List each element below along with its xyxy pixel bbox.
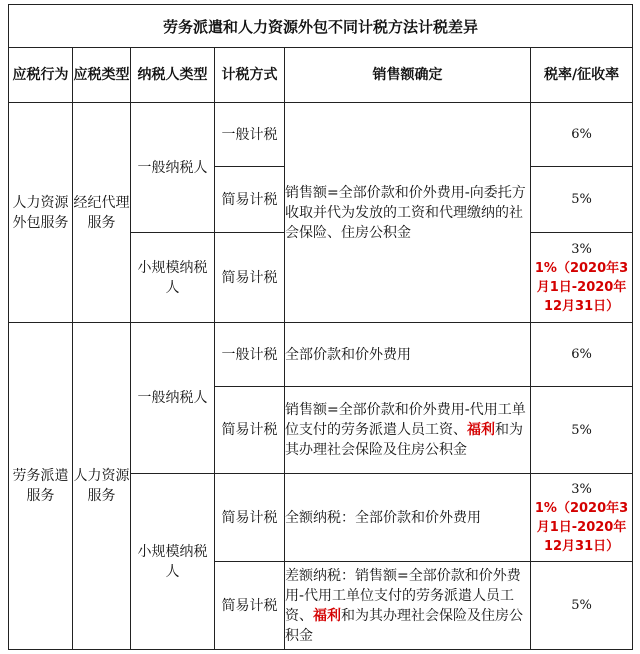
table-title: 劳务派遣和人力资源外包不同计税方法计税差异 xyxy=(9,5,633,48)
outsourcing-rate-general: 6% xyxy=(531,103,633,167)
dispatch-rate-simple: 5% xyxy=(531,387,633,474)
dispatch-desc-simple-part2: 和为其办理社会保险及住房公积金 xyxy=(285,422,523,458)
dispatch-desc-simple xyxy=(285,387,531,474)
dispatch-behavior: 劳务派遣服务 xyxy=(9,323,73,650)
outsourcing-rate-simple: 5% xyxy=(531,167,633,233)
header-tax-type: 应税类型 xyxy=(73,48,131,103)
dispatch-desc-general: 全部价款和价外费用 xyxy=(285,323,531,387)
dispatch-method-simple-2: 简易计税 xyxy=(215,474,285,562)
dispatch-desc-simple-part1: 销售额=全部价款和价外费用-代用工单位支付的劳务派遣人员工资、 xyxy=(285,402,526,438)
header-taxpayer-type: 纳税人类型 xyxy=(131,48,215,103)
outsourcing-behavior: 人力资源外包服务 xyxy=(9,103,73,323)
outsourcing-general-taxpayer: 一般纳税人 xyxy=(131,103,215,233)
outsourcing-rate-small xyxy=(531,233,633,323)
dispatch-method-general: 一般计税 xyxy=(215,323,285,387)
outsourcing-rate-small-note: 1%（2020年3月1日-2020年12月31日） xyxy=(534,260,629,314)
outsourcing-small-taxpayer: 小规模纳税人 xyxy=(131,233,215,323)
outsourcing-type: 经纪代理服务 xyxy=(73,103,131,323)
header-tax-rate: 税率/征收率 xyxy=(531,48,633,103)
header-tax-behavior: 应税行为 xyxy=(9,48,73,103)
dispatch-rate-general: 6% xyxy=(531,323,633,387)
dispatch-desc-small-full: 全额纳税：全部价款和价外费用 xyxy=(285,474,531,562)
dispatch-small-taxpayer: 小规模纳税人 xyxy=(131,474,215,650)
dispatch-desc-small-diff-part2: 和为其办理社会保险及住房公积金 xyxy=(285,607,523,644)
tax-comparison-table xyxy=(8,4,633,650)
dispatch-method-simple-3: 简易计税 xyxy=(215,562,285,650)
dispatch-rate-small-note: 1%（2020年3月1日-2020年12月31日） xyxy=(534,500,629,554)
dispatch-rate-small-base: 3% xyxy=(571,481,592,497)
dispatch-general-taxpayer: 一般纳税人 xyxy=(131,323,215,474)
dispatch-desc-small-diff-highlight: 福利 xyxy=(313,607,341,624)
dispatch-desc-small-diff-part1: 差额纳税：销售额=全部价款和价外费用-代用工单位支付的劳务派遣人员工资、 xyxy=(285,567,521,624)
dispatch-desc-simple-highlight: 福利 xyxy=(467,422,495,438)
header-sales-determination: 销售额确定 xyxy=(285,48,531,103)
outsourcing-method-general: 一般计税 xyxy=(215,103,285,167)
dispatch-type: 人力资源服务 xyxy=(73,323,131,650)
outsourcing-sales-desc: 销售额=全部价款和价外费用-向委托方收取并代为发放的工资和代理缴纳的社会保险、住房公积金 xyxy=(285,103,531,323)
header-tax-method: 计税方式 xyxy=(215,48,285,103)
dispatch-rate-small xyxy=(531,474,633,562)
outsourcing-method-simple: 简易计税 xyxy=(215,167,285,233)
outsourcing-rate-small-base: 3% xyxy=(571,241,592,257)
dispatch-rate-small-diff: 5% xyxy=(531,562,633,650)
dispatch-desc-small-diff xyxy=(285,562,531,650)
dispatch-method-simple-1: 简易计税 xyxy=(215,387,285,474)
outsourcing-method-simple-small: 简易计税 xyxy=(215,233,285,323)
